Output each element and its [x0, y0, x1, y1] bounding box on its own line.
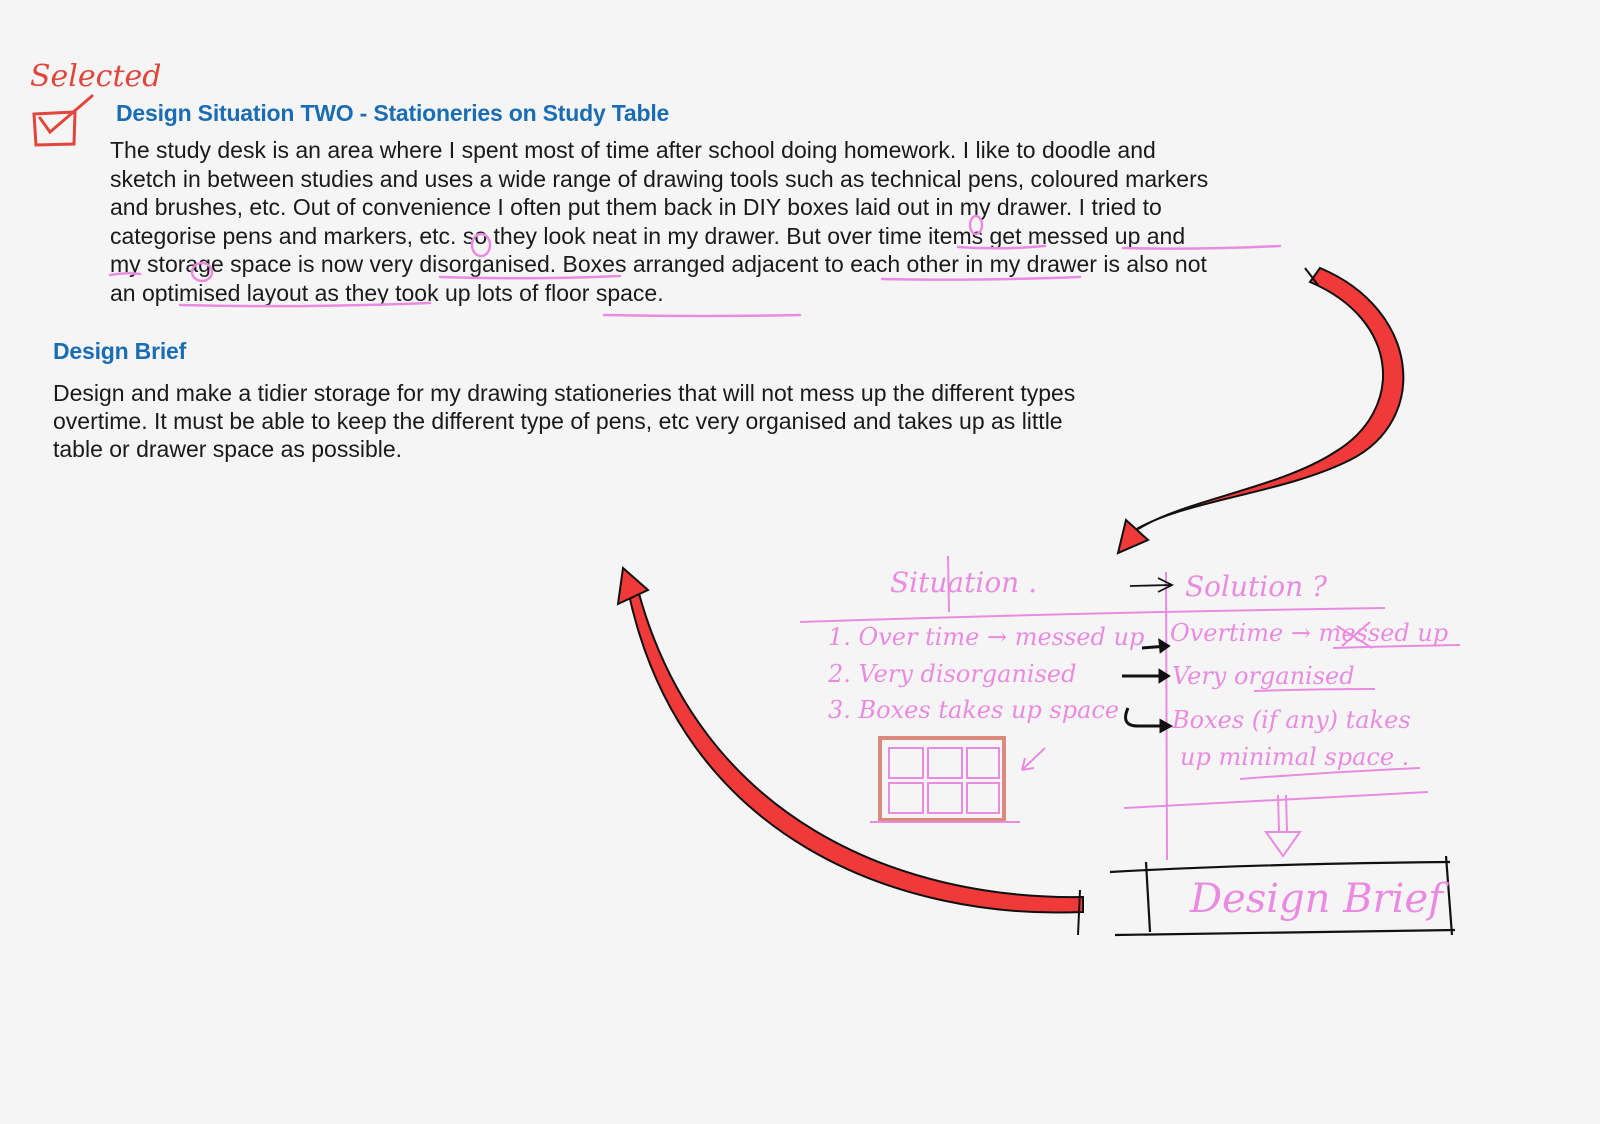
highlight-underlines: [110, 216, 1280, 316]
red-arrow-icon: [1118, 268, 1403, 553]
connector-arrows: [1122, 641, 1170, 731]
sketch-situation-item: 3. Boxes takes up space: [828, 696, 1120, 724]
sketch-solution-item: Very organised: [1172, 662, 1355, 690]
sketch-solution-item: Overtime → messed up: [1170, 619, 1449, 647]
double-down-arrow-icon: [1266, 795, 1300, 856]
sketch-situation-item: 1. Over time → messed up: [828, 623, 1145, 651]
design-brief-heading: Design Brief: [53, 338, 187, 364]
brief-line: Design and make a tidier storage for my drawing stationeries that will not mess up the different types: [53, 380, 1076, 406]
situation-line: categorise pens and markers, etc. so they look neat in my drawer. But over time items get messed up and: [110, 222, 1186, 249]
situation-line: sketch in between studies and uses a wide range of drawing tools such as technical pens, coloured markers: [110, 165, 1209, 192]
checked-checkbox-icon: [34, 96, 92, 145]
brief-line: overtime. It must be able to keep the different type of pens, etc very organised and takes up as little: [53, 408, 1063, 434]
situation-line: an optimised layout as they took up lots of floor space.: [110, 279, 664, 306]
sketch-situation-item: 2. Very disorganised: [828, 660, 1077, 688]
selected-label: Selected: [30, 59, 162, 94]
situation-line: and brushes, etc. Out of convenience I often put them back in DIY boxes laid out in my drawer. I tried to: [110, 194, 1162, 221]
sketch-solution-item: Boxes (if any) takes: [1172, 706, 1411, 734]
sketch-situation-title: Situation .: [890, 566, 1038, 599]
situation-line: my storage space is now very disorganised. Boxes arranged adjacent to each other in my drawer is also not: [110, 251, 1207, 278]
situation-line: The study desk is an area where I spent most of time after school doing homework. I like to doodle and: [110, 137, 1156, 163]
sketch-solution-item: up minimal space .: [1180, 743, 1410, 771]
storage-boxes-sketch: [870, 738, 1045, 822]
sketch-design-brief-label: Design Brief: [1190, 876, 1443, 922]
situation-heading: Design Situation TWO - Stationeries on Study Table: [116, 100, 670, 126]
brief-line: table or drawer space as possible.: [53, 436, 403, 462]
sketch-solution-title: Solution ?: [1185, 570, 1328, 603]
